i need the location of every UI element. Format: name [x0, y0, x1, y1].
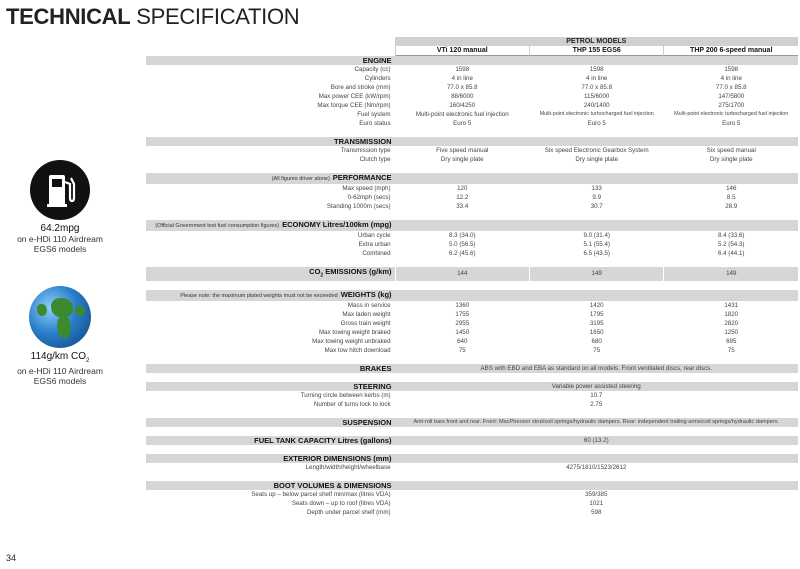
globe-icon — [29, 286, 91, 348]
table-row: Max tow hitch download 75 75 75 — [146, 346, 798, 355]
section-economy: (Official Government test fuel consumption figures) ECONOMY Litres/100km (mpg) — [146, 220, 798, 231]
table-row: Number of turns lock to lock 2.75 — [313, 400, 603, 408]
table-row: Max speed (mph) 120 133 146 — [146, 184, 798, 193]
title-bold: TECHNICAL — [6, 4, 131, 29]
table-row: Max power CEE (kW/rpm) 88/6000 115/6000 147/5800 — [146, 92, 798, 101]
model-header-row — [146, 46, 798, 56]
table-row: Urban cycle 8.3 (34.0) 9.0 (31.4) 8.4 (33.6) — [146, 231, 798, 240]
group-header-row — [146, 37, 798, 46]
table-row: Depth under parcel shelf (mm) 598 — [306, 508, 602, 516]
table-row: Extra urban 5.0 (56.5) 5.1 (55.4) 5.2 (54.3) — [146, 240, 798, 249]
fuel-value: 64.2mpg — [40, 223, 80, 234]
table-row: Bore and stroke (mm) 77.0 x 85.8 77.0 x 85.8 77.0 x 85.8 — [146, 83, 798, 92]
table-row: 0-62mph (secs) 12.2 9.9 8.5 — [146, 193, 798, 202]
table-row: Length/width/height/wheelbase 4275/1810/1523/2612 — [305, 463, 627, 471]
section-performance: (All figures driver alone) PERFORMANCE — [146, 173, 798, 184]
section-brakes: BRAKES ABS with EBD and EBA as standard on all models. Front ventilated discs, rear discs. — [146, 364, 798, 373]
table-row: Seats down – up to roof (litres VDA) 1021 — [291, 499, 604, 507]
model-1: VTi 120 manual — [395, 46, 529, 56]
co2-value: 114g/km $CO_2$ — [30, 351, 90, 364]
table-row: Capacity (cc) 1598 1598 1598 — [146, 65, 798, 74]
table-row: Combined 6.2 (45.6) 6.5 (43.5) 6.4 (44.1) — [146, 249, 798, 258]
table-row: Max towing weight braked 1450 1650 1250 — [146, 328, 798, 337]
fuel-line1: on e-HDi 110 Airdream — [17, 234, 103, 244]
fuel-economy-callout — [0, 160, 120, 254]
co2-line2: EGS6 models — [33, 376, 87, 386]
model-2: THP 155 EGS6 — [529, 46, 664, 56]
page-title — [6, 4, 299, 30]
table-row: Euro status Euro 5 Euro 5 Euro 5 — [146, 119, 798, 128]
table-row: Seats up – below parcel shelf min/max (litres VDA) 359/385 — [251, 490, 608, 498]
section-suspension: SUSPENSION Anti-roll bars front and rear. Front: MacPherson strut/coil springs/hydraulic dampers. Rear: independent trailing arms/coil springs/hydraulic dampers. — [146, 418, 798, 427]
section-weights: Please note: the maximum plated weights must not be exceeded WEIGHTS (kg) — [146, 290, 798, 301]
table-row: Gross train weight 2955 3195 2820 — [146, 319, 798, 328]
section-fuel-tank: FUEL TANK CAPACITY Litres (gallons) 60 (13.2) — [146, 436, 798, 445]
section-engine: ENGINE — [146, 56, 798, 65]
section-exterior: EXTERIOR DIMENSIONS (mm) — [146, 454, 798, 463]
table-row: Max towing weight unbraked 640 680 695 — [146, 337, 798, 346]
co2-line1: on e-HDi 110 Airdream — [17, 366, 103, 376]
section-co2: $CO_2$ EMISSIONS (g/km) 144 149 149 — [146, 267, 798, 281]
table-row: Max laden weight 1755 1795 1820 — [146, 310, 798, 319]
section-boot: BOOT VOLUMES & DIMENSIONS — [146, 481, 798, 490]
page-number: 34 — [6, 553, 17, 563]
title-light: SPECIFICATION — [136, 4, 300, 29]
section-transmission: TRANSMISSION — [146, 137, 798, 146]
table-row: Cylinders 4 in line 4 in line 4 in line — [146, 74, 798, 83]
model-3: THP 200 6-speed manual — [663, 46, 798, 56]
table-row: Mass in service 1360 1420 1431 — [146, 301, 798, 310]
group-header: PETROL MODELS — [395, 37, 798, 46]
section-steering: STEERING Variable power assisted steering — [146, 382, 798, 391]
table-row: Fuel system Multi-point electronic fuel injection Multi-point electronic turbocharged fuel injection Multi-point electronic turbocharged fuel injection — [146, 110, 798, 119]
spec-table — [146, 37, 798, 517]
co2-callout — [0, 286, 120, 386]
table-row: Transmission type Five speed manual Six speed Electronic Gearbox System Six speed manual — [146, 146, 798, 155]
table-row: Max torque CEE (Nm/rpm) 160/4250 240/1400 275/1700 — [146, 101, 798, 110]
fuel-pump-icon — [30, 160, 90, 220]
table-row: Clutch type Dry single plate Dry single plate Dry single plate — [146, 155, 798, 164]
table-row: Standing 1000m (secs) 33.4 30.7 28.9 — [146, 202, 798, 211]
table-row: Turning circle between kerbs (m) 10.7 — [300, 391, 603, 399]
fuel-line2: EGS6 models — [33, 244, 87, 254]
